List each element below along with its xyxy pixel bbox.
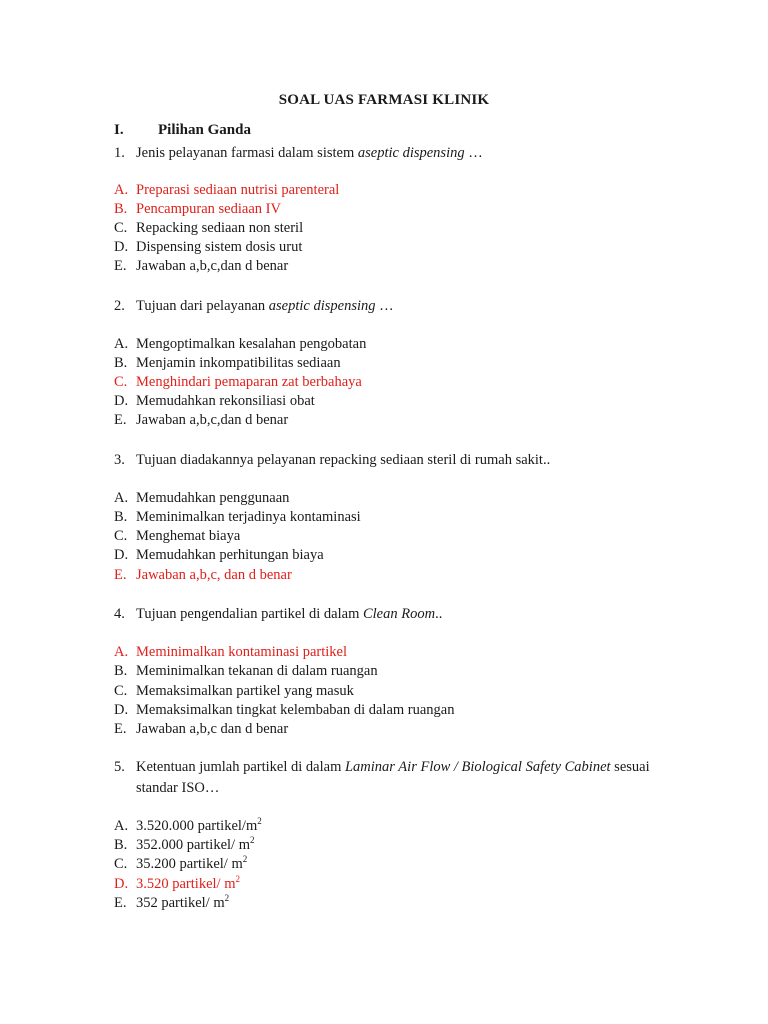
option-text: 3.520.000 partikel/$m^2$ xyxy=(136,816,262,834)
question-text: Ketentuan jumlah partikel di dalam Laminar Air Flow / Biological Safety Cabinet sesuai xyxy=(136,759,650,775)
option-letter: B. xyxy=(114,509,128,525)
option-text: Dispensing sistem dosis urut xyxy=(136,239,303,255)
option-text: Memaksimalkan partikel yang masuk xyxy=(136,683,354,699)
option-text: Memaksimalkan tingkat kelembaban di dalam ruangan xyxy=(136,702,455,718)
option-text: Preparasi sediaan nutrisi parenteral xyxy=(136,182,340,198)
option-text: 3.520 partikel/ $m^2$ xyxy=(136,874,240,892)
option-text: Memudahkan penggunaan xyxy=(136,490,290,506)
question-number: 5. xyxy=(114,759,125,775)
option-text: Meminimalkan terjadinya kontaminasi xyxy=(136,509,361,525)
option-text: Meminimalkan tekanan di dalam ruangan xyxy=(136,663,378,679)
option-text: Menghindari pemaparan zat berbahaya xyxy=(136,374,362,390)
option-text: Meminimalkan kontaminasi partikel xyxy=(136,644,348,660)
option-letter: D. xyxy=(114,702,129,718)
option-text: Repacking sediaan non steril xyxy=(136,220,304,236)
option-letter: A. xyxy=(114,818,129,834)
option-text: 352 partikel/ $m^2$ xyxy=(136,893,230,911)
option-text: Jawaban a,b,c dan d benar xyxy=(136,721,289,737)
section-number: I. xyxy=(114,122,124,138)
option-letter: C. xyxy=(114,374,128,390)
option-letter: A. xyxy=(114,182,129,198)
option-letter: B. xyxy=(114,201,128,217)
option-letter: B. xyxy=(114,663,128,679)
page-title: SOAL UAS FARMASI KLINIK xyxy=(278,92,490,108)
option-letter: E. xyxy=(114,721,127,737)
option-text: Jawaban a,b,c,dan d benar xyxy=(136,412,289,428)
option-letter: A. xyxy=(114,490,129,506)
option-letter: D. xyxy=(114,547,129,563)
option-letter: E. xyxy=(114,412,127,428)
option-letter: D. xyxy=(114,393,129,409)
option-text: Pencampuran sediaan IV xyxy=(136,201,281,217)
option-letter: A. xyxy=(114,336,129,352)
option-text: Menghemat biaya xyxy=(136,528,241,544)
option-letter: C. xyxy=(114,528,128,544)
option-letter: D. xyxy=(114,239,129,255)
question-number: 1. xyxy=(114,145,125,161)
option-letter: E. xyxy=(114,567,127,583)
option-text: Jawaban a,b,c,dan d benar xyxy=(136,258,289,274)
question-text: Tujuan dari pelayanan aseptic dispensing … xyxy=(136,298,394,314)
option-letter: C. xyxy=(114,683,128,699)
option-text: 352.000 partikel/ $m^2$ xyxy=(136,835,255,853)
option-text: Mengoptimalkan kesalahan pengobatan xyxy=(136,336,367,352)
option-letter: E. xyxy=(114,895,127,911)
question-text: Tujuan diadakannya pelayanan repacking sediaan steril di rumah sakit.. xyxy=(136,452,551,468)
option-letter: A. xyxy=(114,644,129,660)
option-letter: E. xyxy=(114,258,127,274)
question-number: 4. xyxy=(114,606,125,622)
question-number: 3. xyxy=(114,452,125,468)
option-letter: D. xyxy=(114,876,129,892)
question-text: Tujuan pengendalian partikel di dalam Clean Room.. xyxy=(136,606,443,622)
option-text: Menjamin inkompatibilitas sediaan xyxy=(136,355,341,371)
option-letter: C. xyxy=(114,220,128,236)
question-text-continued: standar ISO… xyxy=(136,780,220,796)
option-text: Jawaban a,b,c, dan d benar xyxy=(136,567,292,583)
question-text: Jenis pelayanan farmasi dalam sistem aseptic dispensing … xyxy=(136,145,483,161)
option-text: Memudahkan rekonsiliasi obat xyxy=(136,393,315,409)
option-letter: C. xyxy=(114,856,128,872)
section-title: Pilihan Ganda xyxy=(158,122,251,138)
option-text: 35.200 partikel/ $m^2$ xyxy=(136,854,248,872)
option-letter: B. xyxy=(114,837,128,853)
option-text: Memudahkan perhitungan biaya xyxy=(136,547,324,563)
option-letter: B. xyxy=(114,355,128,371)
question-number: 2. xyxy=(114,298,125,314)
